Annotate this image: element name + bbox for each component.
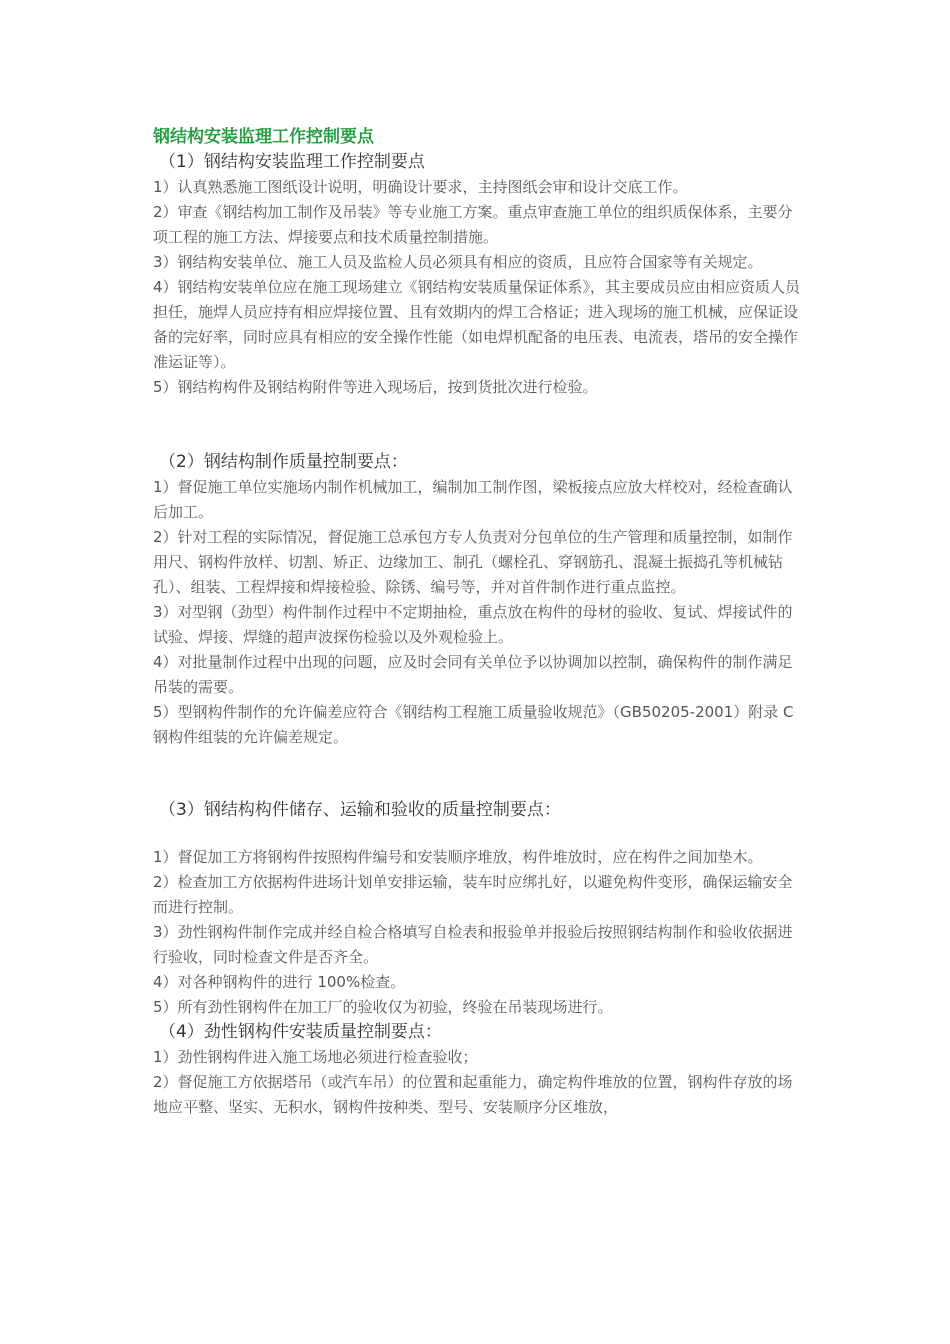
section-2-heading: （2）钢结构制作质量控制要点： <box>159 452 408 472</box>
section-2-item-2: 2）针对工程的实际情况，督促施工总承包方专人负责对分包单位的生产管理和质量控制，如制作用尺、钢构件放样、切割、矫正、边缘加工、制孔（螺栓孔、穿钢筋孔、混凝土振捣孔等机械钻孔）、组装、工程焊接和焊接检验、除锈、编号等，并对首件制作进行重点监控。 <box>153 528 793 596</box>
section-1-item-5: 5）钢结构构件及钢结构附件等进入现场后，按到货批次进行检验。 <box>153 378 598 396</box>
section-1-heading: （1）钢结构安装监理工作控制要点 <box>159 152 425 172</box>
section-1-item-1: 1）认真熟悉施工图纸设计说明，明确设计要求，主持图纸会审和设计交底工作。 <box>153 178 688 196</box>
section-3-heading: （3）钢结构构件储存、运输和验收的质量控制要点： <box>159 800 561 820</box>
section-1-item-4: 4）钢结构安装单位应在施工现场建立《钢结构安装质量保证体系》，其主要成员应由相应资质人员担任，施焊人员应持有相应焊接位置、且有效期内的焊工合格证；进入现场的施工机械，应保证设备的完好率，同时应具有相应的安全操作性能（如电焊机配备的电压表、电流表，塔吊的安全操作准运证等）。 <box>153 278 801 371</box>
section-2-item-3: 3）对型钢（劲型）构件制作过程中不定期抽检，重点放在构件的母材的验收、复试、焊接试件的试验、焊接、焊缝的超声波探伤检验以及外观检验上。 <box>153 603 793 646</box>
section-4-item-2: 2）督促施工方依据塔吊（或汽车吊）的位置和起重能力，确定构件堆放的位置，钢构件存放的场地应平整、坚实、无积水，钢构件按种类、型号、安装顺序分区堆放， <box>153 1073 793 1116</box>
section-3-item-2: 2）检查加工方依据构件进场计划单安排运输，装车时应绑扎好，以避免构件变形，确保运输安全而进行控制。 <box>153 873 793 916</box>
document-body <box>153 124 803 1120</box>
section-3-item-3: 3）劲性钢构件制作完成并经自检合格填写自检表和报验单并报验后按照钢结构制作和验收依据进行验收，同时检查文件是否齐全。 <box>153 923 793 966</box>
section-3-item-4: 4）对各种钢构件的进行 100%检查。 <box>153 973 406 991</box>
section-1-item-3: 3）钢结构安装单位、施工人员及监检人员必须具有相应的资质，且应符合国家等有关规定。 <box>153 253 763 271</box>
document-title: 钢结构安装监理工作控制要点 <box>153 127 374 147</box>
section-3-item-1: 1）督促加工方将钢构件按照构件编号和安装顺序堆放，构件堆放时，应在构件之间加垫木。 <box>153 848 763 866</box>
section-4-heading: （4）劲性钢构件安装质量控制要点： <box>159 1022 442 1042</box>
section-2-item-4: 4）对批量制作过程中出现的问题，应及时会同有关单位予以协调加以控制，确保构件的制作满足吊装的需要。 <box>153 653 793 696</box>
section-spacer <box>153 400 803 450</box>
section-2-item-5: 5）型钢构件制作的允许偏差应符合《钢结构工程施工质量验收规范》（GB50205-2001）附录 C 钢构件组装的允许偏差规定。 <box>153 703 794 746</box>
section-2-item-1: 1）督促施工单位实施场内制作机械加工，编制加工制作图，梁板接点应放大样校对，经检查确认后加工。 <box>153 478 793 521</box>
section-spacer <box>153 823 803 845</box>
section-4-item-1: 1）劲性钢构件进入施工场地必须进行检查验收； <box>153 1048 478 1066</box>
section-1-item-2: 2）审查《钢结构加工制作及吊装》等专业施工方案。重点审查施工单位的组织质保体系，主要分项工程的施工方法、焊接要点和技术质量控制措施。 <box>153 203 793 246</box>
section-spacer <box>153 750 803 798</box>
section-3-item-5: 5）所有劲性钢构件在加工厂的验收仅为初验，终验在吊装现场进行。 <box>153 998 613 1016</box>
